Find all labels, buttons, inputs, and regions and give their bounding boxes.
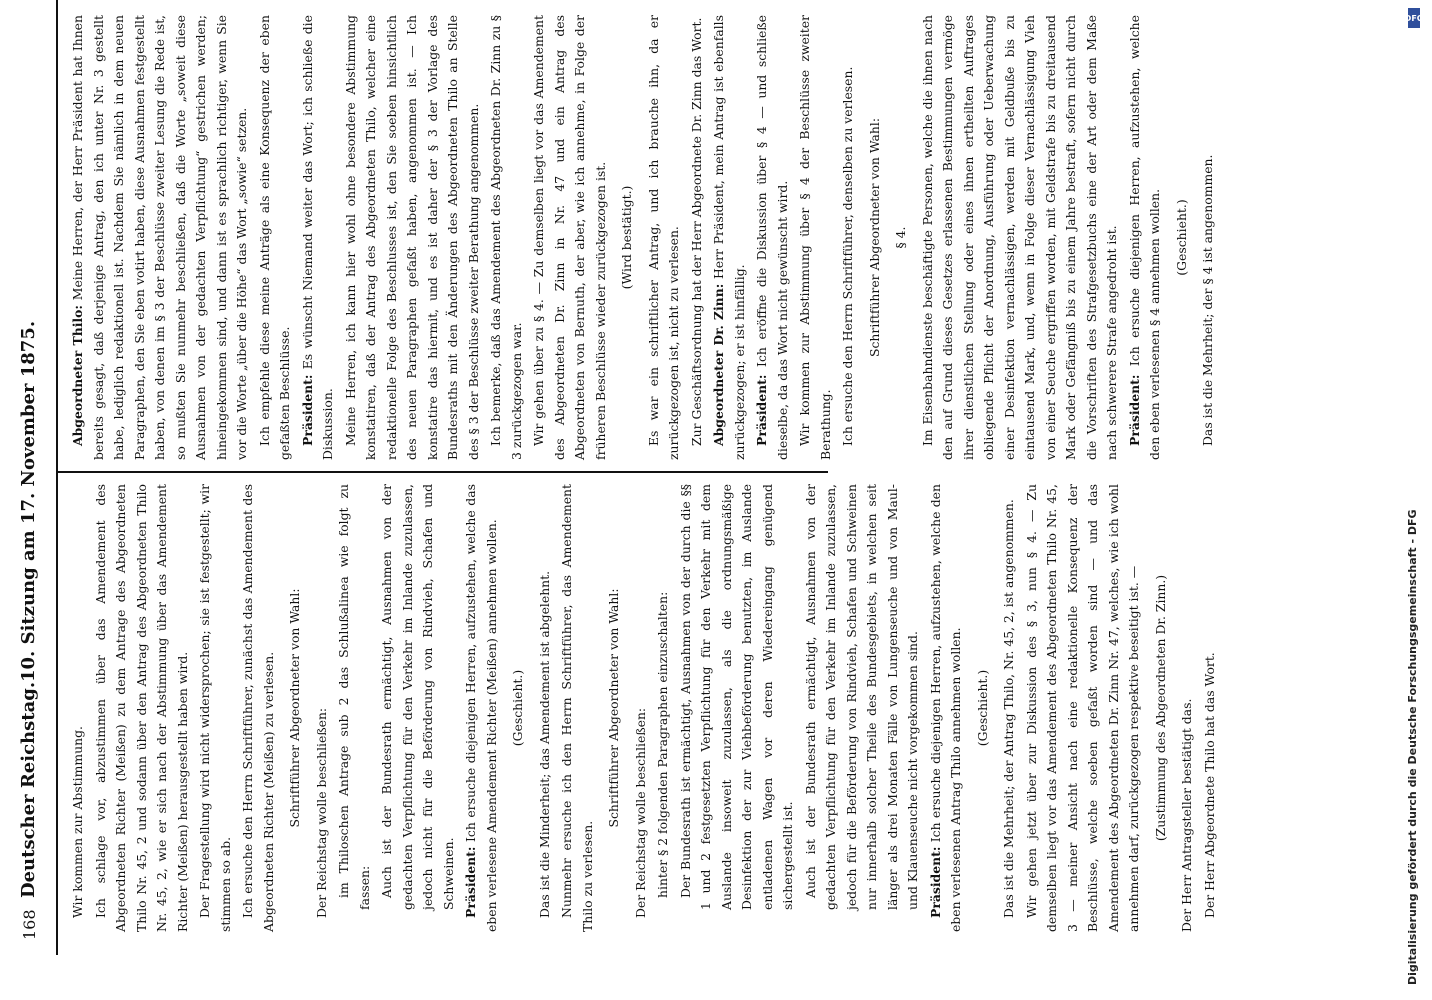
paragraph [195,484,236,932]
paragraph [676,484,799,932]
centered-line [1172,15,1193,460]
paragraph [644,15,685,460]
paragraph [486,15,527,460]
paragraph [752,15,793,460]
paragraph-text: (Zustimmung des Abgeordneten Dr. Zinn.) [1152,574,1168,842]
paragraph [68,484,89,932]
paragraph-text: hinter § 2 folgenden Paragraphen einzuschalten: [655,591,670,898]
paragraph [801,484,924,932]
paragraph-text: (Geschieht.) [1173,199,1189,276]
paragraph [377,484,459,932]
paragraph-text: Ich bemerke, daß das Amendement des Abgeordneten Dr. Zinn zu § 3 zurückgezogen war. [488,15,524,460]
paragraph [687,15,708,460]
paragraph-text: Der Fragestellung wird nicht widersprochen; sie ist festgestellt; wir stimmen so ab. [197,484,233,932]
paragraph-text: (Wird bestätigt.) [619,185,634,290]
paragraph-text: Herr Präsident, mein Antrag ist ebenfalls zurückgezogen; er ist hinfällig. [711,15,747,460]
paragraph-text: § 4. [893,226,908,249]
paragraph [926,484,967,932]
paragraph [1177,484,1198,932]
paragraph-text: Ich ersuche diejenigen Herren, aufzustehen, welche das eben verlesene Amendement Richter (Meißen) annehmen wollen. [463,484,499,932]
paragraph-text: Meine Herren, ich kann hier wohl ohne besondere Abstimmung konstatiren, daß der Antrag des Abgeordneten Thilo, welcher eine redaktionelle Folge des Beschlusses ist, den Sie soeben hinsichtlich des neuen Paragraphen gefaßt haben, angenommen ist. — Ich konstatire das hiermit, und es ist daher der § 3 der Vorlage des Bundesraths mit den Änderungen des Abgeordneten Thilo an Stelle des § 3 der Beschlüsse zweiter Berathung angenommen. [342,15,481,460]
paragraph-text: Ich ersuche diejenigen Herren, aufzustehen, welche den eben verlesenen § 4 annehmen wollen. [1126,15,1162,460]
speaker-name: Präsident: [463,846,478,918]
paragraph-text: Wir kommen zur Abstimmung über § 4 der Beschlüsse zweiter Berathung. [797,15,833,460]
paragraph-text: Das ist die Mehrheit; der Antrag Thilo, Nr. 45, 2, ist angenommen. [1001,499,1016,918]
centered-line [604,484,625,932]
paragraph-text: Ich eröffne die Diskussion über § 4 — und schließe dieselbe, da das Wort nicht gewünscht wird. [754,15,790,460]
paragraph-text: Meine Herren, der Herr Präsident hat Ihnen bereits gesagt, daß derjenige Antrag, den ich unter Nr. 3 gestellt habe, lediglich redaktionell ist. Nachdem Sie nämlich in dem neuen Paragraphen, den Sie eben votirt haben, diese Ausnahmen festgestellt haben, von denen im § 3 der Beschlüsse zweiter Lesung die Rede ist, so mußten Sie nunmehr beschließen, daß die Worte „soweit diese Ausnahmen von der gedachten Verpflichtung“ gestrichen werden; hineingekommen sind, und dann ist es sprachlich richtiger, wenn Sie vor die Worte „über die Höhe“ das Wort „sowie“ setzen. [70,15,249,460]
paragraph-text: Schriftführer Abgeordneter von Wahl: [866,118,882,358]
paragraph-text: Wir kommen zur Abstimmung. [70,726,85,918]
paragraph [334,484,375,932]
speaker-name: Abgeordneter Thilo: [70,305,85,446]
paragraph-text: Zur Geschäftsordnung hat der Herr Abgeordnete Dr. Zinn das Wort. [688,17,704,446]
speaker-name: Abgeordneter Dr. Zinn: [711,283,726,446]
paragraph-text: Das ist die Mehrheit; der § 4 ist angenommen. [1200,154,1215,446]
paragraph-text: Das ist die Minderheit; das Amendement ist abgelehnt. [536,570,552,918]
paragraph-text: Ich ersuche diejenigen Herren, aufzustehen, welche den eben verlesenen Antrag Thilo annehmen wollen. [927,484,963,932]
paragraph-text: Der Herr Antragsteller bestätigt das. [1179,698,1194,932]
paragraph [1022,484,1145,932]
paragraph-text: Nunmehr ersuche ich den Herrn Schriftführer, das Amendement Thilo zu verlesen. [559,484,595,932]
paragraph-text: Der Herr Abgeordnete Thilo hat das Wort. [1201,652,1217,918]
paragraph-text: Es wünscht Niemand weiter das Wort; ich schließe die Diskussion. [299,15,335,460]
centered-line [617,15,638,460]
paragraph-text: Auch ist der Bundesrath ermächtigt, Ausnahmen von der gedachten Verpflichtung für den Verkehr im Inlande zuzulassen, jedoch nicht für die Beförderung von Rindvieh, Schafen und Schweinen. [379,484,456,910]
speaker-name: Präsident: [1126,374,1142,446]
paragraph [918,15,1123,460]
paragraph [795,15,836,460]
session-heading: 10. Sitzung am 17. November 1875. [18,320,39,682]
centered-line [865,15,886,460]
paragraph-text: Es war ein schriftlicher Antrag, und ich brauche ihn, da er zurückgezogen ist, nicht zu verlesen. [645,15,681,460]
paragraph [68,15,253,460]
paragraph [255,15,296,460]
speaker-name: Präsident: [299,374,315,446]
dfg-logo-text: DFG [1404,13,1424,23]
page-number: 168 [20,909,39,940]
paragraph-text: (Geschieht.) [510,669,525,747]
paragraph-text: Im Eisenbahndienste beschäftigte Personen, welche die ihnen nach den auf Grund dieses Gesetzes erlassenen Bestimmungen vermöge ihrer dienstlichen Stellung oder eines ihnen ertheilten Auftrages obliegende Pflicht der Anordnung, Ausführung oder Ueberwachung einer Desinfektion vernachlässigen, werden mit Geldbuße bis zu eintausend Mark, und, wenn in Folge dieser Vernachlässigung Vieh von einer Seuche ergriffen worden, mit Geldstrafe bis zu dreitausend Mark oder Gefängniß bis zu einem Jahre bestraft, sofern nicht durch die Vorschriften des Strafgesetzbuchs eine der Art oder dem Maße nach schwerere Strafe angedroht ist. [919,15,1119,460]
funding-note: Digitalisierung gefördert durch die Deutsche Forschungsgemeinschaft - DFG [1406,509,1419,985]
centered-line [973,484,994,932]
paragraph-text: Wir gehen über zu § 4. — Zu demselben liegt vor das Amendement des Abgeordneten Dr. Zinn in Nr. 47 und ein Antrag des Abgeordneten von Bernuth, der aber, wie ich annehme, in Folge der früheren Beschlüsse wieder zurückgezogen ist. [531,15,608,460]
paragraph [1200,484,1221,932]
centered-line [891,15,912,460]
paragraph [461,484,502,932]
paragraph-text: Der Reichstag wolle beschließen: [313,707,329,918]
paragraph-text: Ich empfehle diese meine Anträge als eine Konsequenz der eben gefaßten Beschlüsse. [256,15,292,460]
paragraph [91,484,194,932]
paragraph [341,15,485,460]
centered-line [285,484,306,932]
speaker-name: Präsident: [754,374,769,446]
paragraph [838,15,859,460]
paragraph [298,15,339,460]
paragraph [535,484,556,932]
publication-title: Deutscher Reichstag. [18,681,39,898]
paragraph-text: Der Reichstag wolle beschließen: [632,707,648,918]
paragraph-text: Schriftführer Abgeordneter von Wahl: [606,588,621,828]
paragraph-text: Der Bundesrath ist ermächtigt, Ausnahmen von der durch die §§ 1 und 2 festgesetzten Verpflichtung für den Verkehr mit dem Auslande insoweit zuzulassen, als die ordnungsmäßige Desinfektion der zur Viehbeförderung benutzten, im Auslande entladenen Wagen vor deren Wiedereingang genügend sichergestellt ist. [677,484,795,910]
paragraph-text: im Thiloschen Antrage sub 2 das Schlußalinea wie folgt zu fassen: [336,484,372,910]
speaker-name: Präsident: [927,846,943,918]
paragraph-text: Ich ersuche den Herrn Schriftführer, denselben zu verlesen. [840,66,855,446]
right-column [68,15,1221,460]
paragraph [1125,15,1166,460]
paragraph [557,484,598,932]
paragraph-text: Ich ersuche den Herrn Schriftführer, zunächst das Amendement des Abgeordneten Richter (Meißen) zu verlesen. [240,484,276,932]
paragraph-text: (Geschieht.) [974,669,990,747]
paragraph [631,484,652,932]
column-divider [58,471,828,473]
header-rule [56,0,58,955]
left-column [68,484,1222,932]
page-header [14,15,50,940]
centered-line [1151,484,1172,932]
paragraph-text: Auch ist der Bundesrath ermächtigt, Ausnahmen von der gedachten Verpflichtung für den Verkehr im Inlande zuzulassen, jedoch für die Beförderung von Rindvieh, Schafen und Schweinen nur innerhalb solcher Theile des Bundesgebiets, in welchen seit länger als drei Monaten Fälle von Lungenseuche und von Maul- und Klauenseuche nicht vorgekommen sind. [802,484,920,910]
paragraph-text: Wir gehen jetzt über zur Diskussion des § 3, nun § 4. — Zu demselben liegt vor das Amendement des Abgeordneten Thilo Nr. 45, 3 — meiner Ansicht nach eine redaktionelle Konsequenz der Beschlüsse, welche soeben gefaßt worden sind — und das Amendement des Abgeordneten Dr. Zinn Nr. 47, welches, wie ich wohl annehmen darf, zurückgezogen respektive beseitigt ist. — [1023,484,1141,932]
centered-line [508,484,529,932]
paragraph-text: Schriftführer Abgeordneter von Wahl: [287,588,302,828]
paragraph [999,484,1020,932]
paragraph [529,15,611,460]
paragraph [238,484,279,932]
paragraph [653,484,674,932]
paragraph-text: Ich schlage vor, abzustimmen über das Amendement des Abgeordneten Richter (Meißen) zu dem Antrage des Abgeordneten Thilo Nr. 45, 2 und sodann über den Antrag des Abgeordneten Thilo Nr. 45, 2, wie er sich nach der Abstimmung über das Amendement Richter (Meißen) herausgestellt haben wird. [92,484,190,932]
paragraph [1198,15,1219,460]
paragraph [709,15,750,460]
paragraph [312,484,333,932]
